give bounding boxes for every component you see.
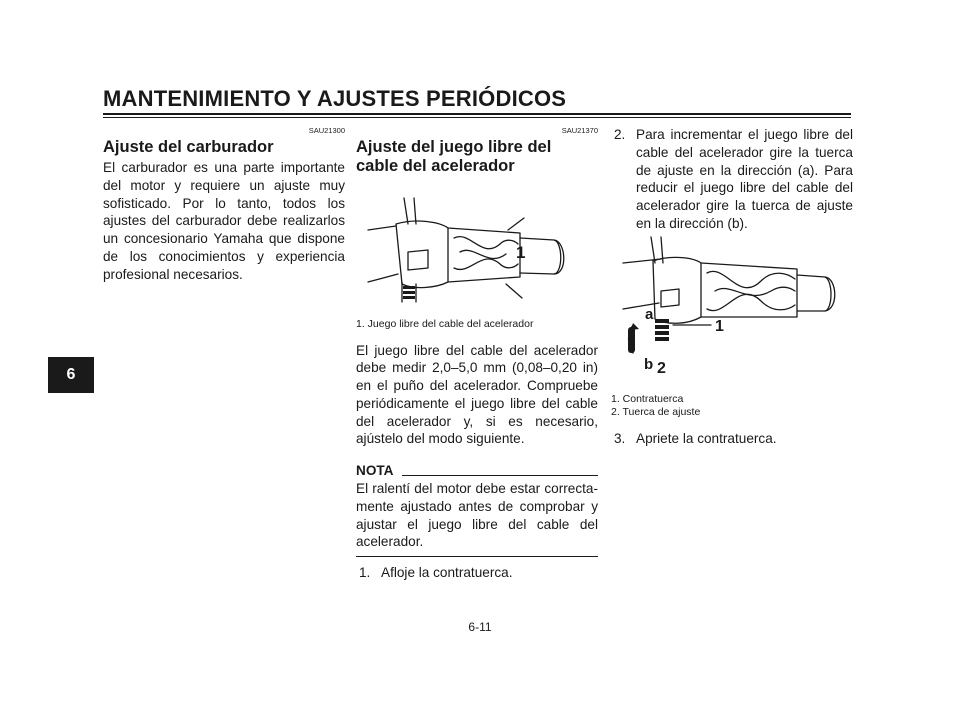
column-adjustment-steps [611, 126, 853, 448]
page-number: 6-11 [468, 620, 492, 634]
note-label: NOTA [356, 463, 394, 479]
figure-callout-1: 1 [516, 243, 526, 262]
section-body: El juego libre del cable del acelerador debe medir 2,0–5,0 mm (0,08–0,20 in) en el puño del acelerador. Compruebe periódicamente el juego libre del cable del acelerador y, si es necesario, ajústelo del modo siguiente. [356, 342, 598, 447]
step-item [611, 430, 853, 448]
note-header [356, 462, 598, 480]
step-number: 2. [614, 127, 626, 142]
title-rule [103, 113, 851, 115]
section-body: El carburador es una parte importante del motor y requiere un ajuste muy sofisticado. Por lo tanto, todos los ajustes del carburador debe realizarlos un concesionario Yamaha que dispone de los conocimientos y experiencia profesional necesarios. [103, 160, 345, 282]
figure-callout-2: 2 [657, 359, 666, 377]
chapter-tab [48, 357, 94, 393]
step-number: 3. [614, 430, 626, 446]
note-rule [402, 475, 598, 476]
step-item [356, 564, 598, 582]
section-code: SAU21370 [561, 126, 598, 135]
title-rule-thin [103, 117, 851, 118]
chapter-tab-label: 6 [66, 366, 76, 383]
direction-label-a: a [645, 305, 654, 323]
figure-caption-2: 2. Tuerca de ajuste [611, 406, 701, 419]
step-number: 1. [359, 565, 371, 581]
note-end-rule [356, 556, 598, 557]
section-heading: Ajuste del carburador [103, 138, 274, 156]
figure-caption-1: 1. Contratuerca [611, 392, 684, 405]
section-code: SAU21300 [308, 126, 345, 135]
step-text: Para incrementar el juego libre del cable del acelerador gire la tuerca de ajuste en la dirección (a). Para reducir el juego libre del cable del acelerador gire la tuerca de ajuste en la dirección (b). [636, 127, 853, 231]
step-item [611, 126, 853, 233]
step-text: Apriete la contratuerca. [636, 430, 777, 446]
figure-callout-1: 1 [715, 317, 724, 335]
note-text: El ralentí del motor debe estar correctamente ajustado antes de comprobar y ajustar el juego libre del cable del acelerador. [356, 481, 598, 550]
column-carburetor [103, 126, 345, 284]
direction-label-b: b [644, 355, 654, 373]
column-throttle-free-play [356, 126, 598, 582]
figure-caption: 1. Juego libre del cable del acelerador [356, 318, 534, 330]
section-heading: Ajuste del juego libre del cable del acelerador [356, 138, 552, 175]
step-text: Afloje la contratuerca. [381, 565, 513, 581]
chapter-title: MANTENIMIENTO Y AJUSTES PERIÓDICOS [103, 86, 567, 111]
adjuster-figure [611, 233, 853, 393]
throttle-grip-figure [356, 178, 598, 318]
